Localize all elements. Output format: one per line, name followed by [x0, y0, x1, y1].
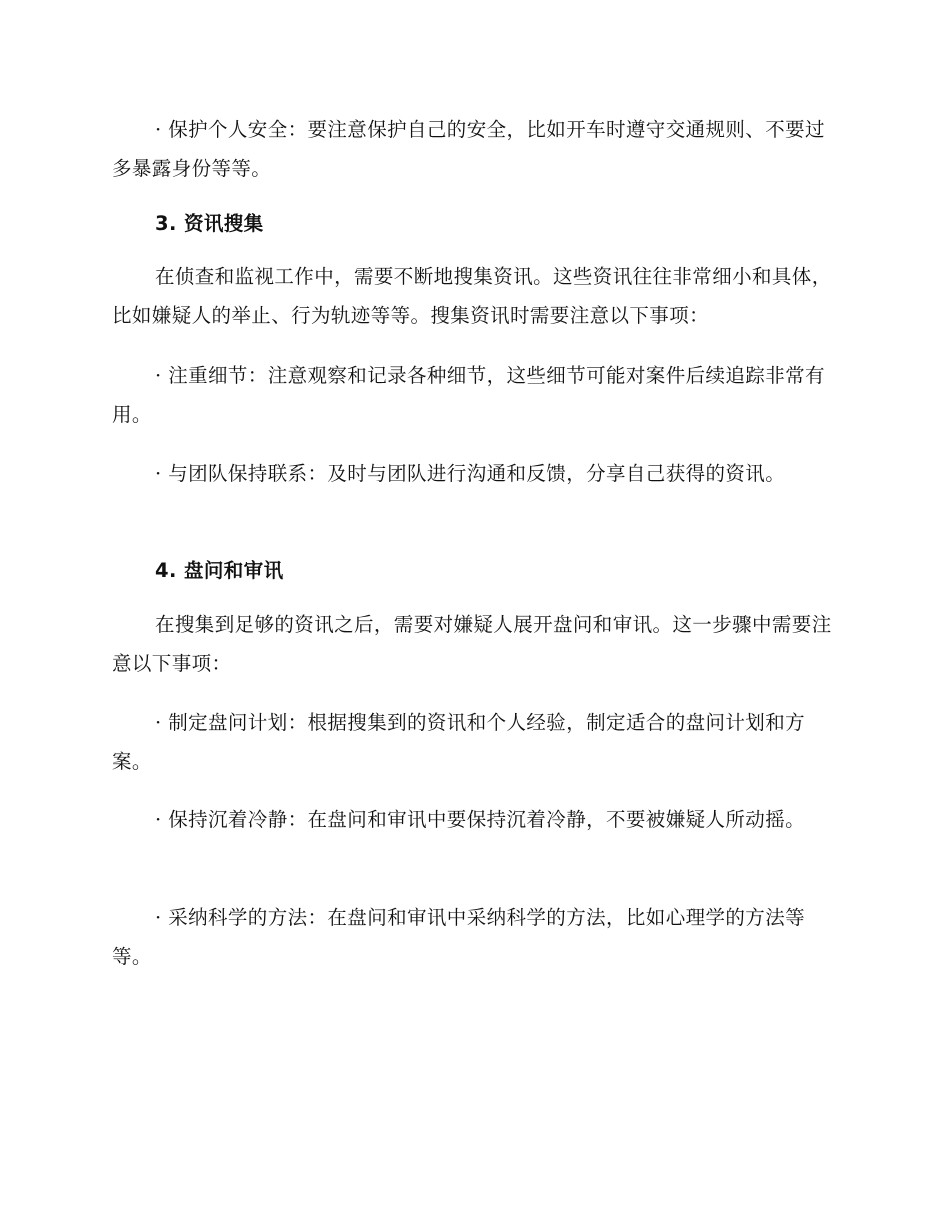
bullet-attention-to-detail: · 注重细节：注意观察和记录各种细节，这些细节可能对案件后续追踪非常有用。	[112, 364, 825, 426]
paragraph-info-gathering: 在侦查和监视工作中，需要不断地搜集资讯。这些资讯往往非常细小和具体，比如嫌疑人的举止、行为轨迹等等。搜集资讯时需要注意以下事项：	[112, 265, 832, 327]
section-heading-info-gathering: 3. 资讯搜集	[155, 212, 264, 235]
bullet-team-contact: · 与团队保持联系：及时与团队进行沟通和反馈，分享自己获得的资讯。	[155, 462, 786, 485]
paragraph-interrogation: 在搜集到足够的资讯之后，需要对嫌疑人展开盘问和审讯。这一步骤中需要注意以下事项：	[112, 613, 832, 675]
bullet-personal-safety: · 保护个人安全：要注意保护自己的安全，比如开车时遵守交通规则、不要过多暴露身份等等。	[112, 118, 825, 180]
section-heading-interrogation: 4. 盘问和审讯	[155, 559, 284, 582]
bullet-scientific-methods: · 采纳科学的方法：在盘问和审讯中采纳科学的方法，比如心理学的方法等等。	[112, 906, 805, 968]
bullet-questioning-plan: · 制定盘问计划：根据搜集到的资讯和个人经验，制定适合的盘问计划和方案。	[112, 711, 805, 773]
bullet-stay-calm: · 保持沉着冷静：在盘问和审讯中要保持沉着冷静，不要被嫌疑人所动摇。	[155, 808, 805, 831]
